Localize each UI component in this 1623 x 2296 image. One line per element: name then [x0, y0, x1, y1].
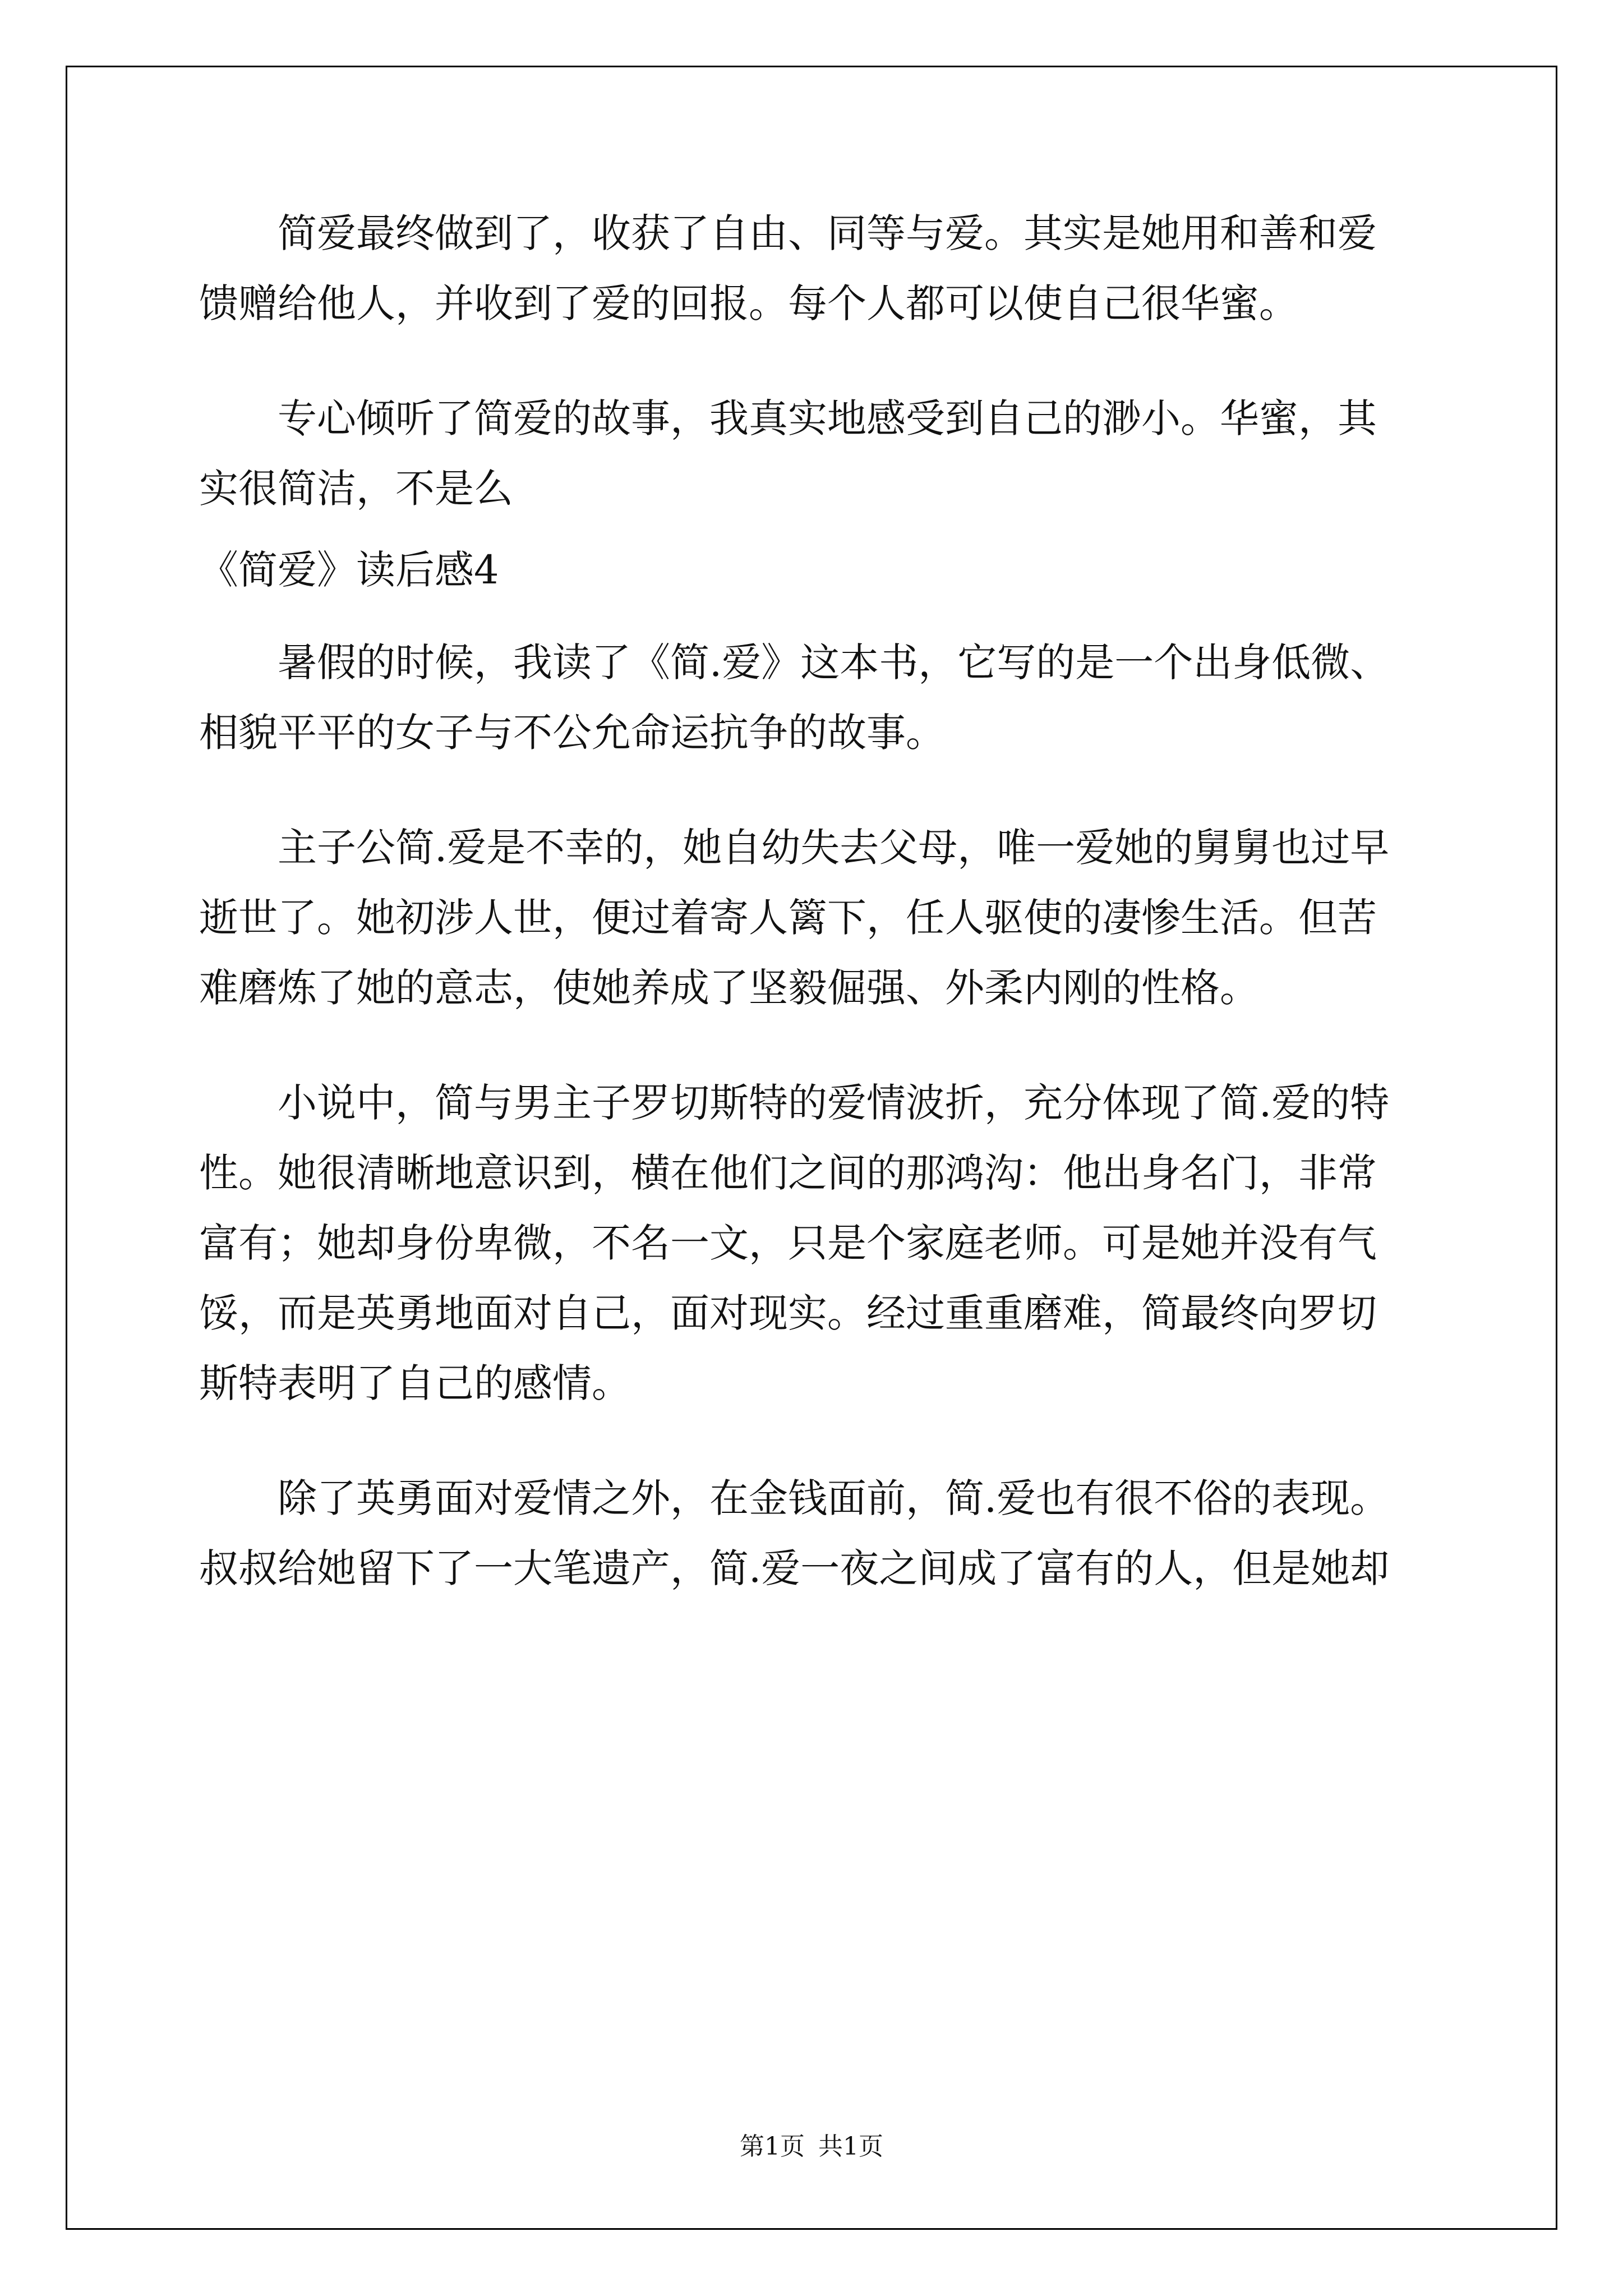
text-line: 馈赠给他人，并收到了爱的回报。每个人都可以使自己很华蜜。: [199, 280, 1298, 326]
page-number: 第1页: [740, 2132, 805, 2161]
text-line: 相貌平平的女子与不公允命运抗争的故事。: [199, 710, 945, 756]
text-line: 逝世了。她初涉人世，便过着寄人篱下，任人驱使的凄惨生活。但苦: [199, 895, 1377, 941]
text-line: 小说中，简与男主子罗切斯特的爱情波折，充分体现了简.爱的特: [199, 1080, 1390, 1126]
text-line: 馁，而是英勇地面对自己，面对现实。经过重重磨难，简最终向罗切: [199, 1290, 1377, 1336]
page-footer: [0, 2126, 1623, 2162]
text-line: 专心倾听了简爱的故事，我真实地感受到自己的渺小。华蜜，其: [199, 395, 1377, 441]
text-line: 暑假的时候，我读了《简.爱》这本书，它写的是一个出身低微、: [199, 639, 1390, 685]
section-heading: 《简爱》读后感4: [199, 547, 499, 593]
text-line: 难磨炼了她的意志，使她养成了坚毅倔强、外柔内刚的性格。: [199, 965, 1259, 1011]
text-line: 富有；她却身份卑微，不名一文，只是个家庭老师。可是她并没有气: [199, 1220, 1377, 1266]
text-line: 实很简洁，不是么: [199, 466, 513, 512]
text-line: 性。她很清晰地意识到，横在他们之间的那鸿沟：他出身名门，非常: [199, 1150, 1377, 1196]
text-line: 主子公简.爱是不幸的，她自幼失去父母，唯一爱她的舅舅也过早: [199, 825, 1390, 871]
page-total: 共1页: [818, 2132, 883, 2161]
text-line: 斯特表明了自己的感情。: [199, 1360, 631, 1406]
text-line: 除了英勇面对爱情之外，在金钱面前，简.爱也有很不俗的表现。: [199, 1475, 1390, 1521]
text-line: 简爱最终做到了，收获了自由、同等与爱。其实是她用和善和爱: [199, 210, 1377, 256]
text-line: 叔叔给她留下了一大笔遗产，简.爱一夜之间成了富有的人，但是她却: [199, 1545, 1390, 1591]
